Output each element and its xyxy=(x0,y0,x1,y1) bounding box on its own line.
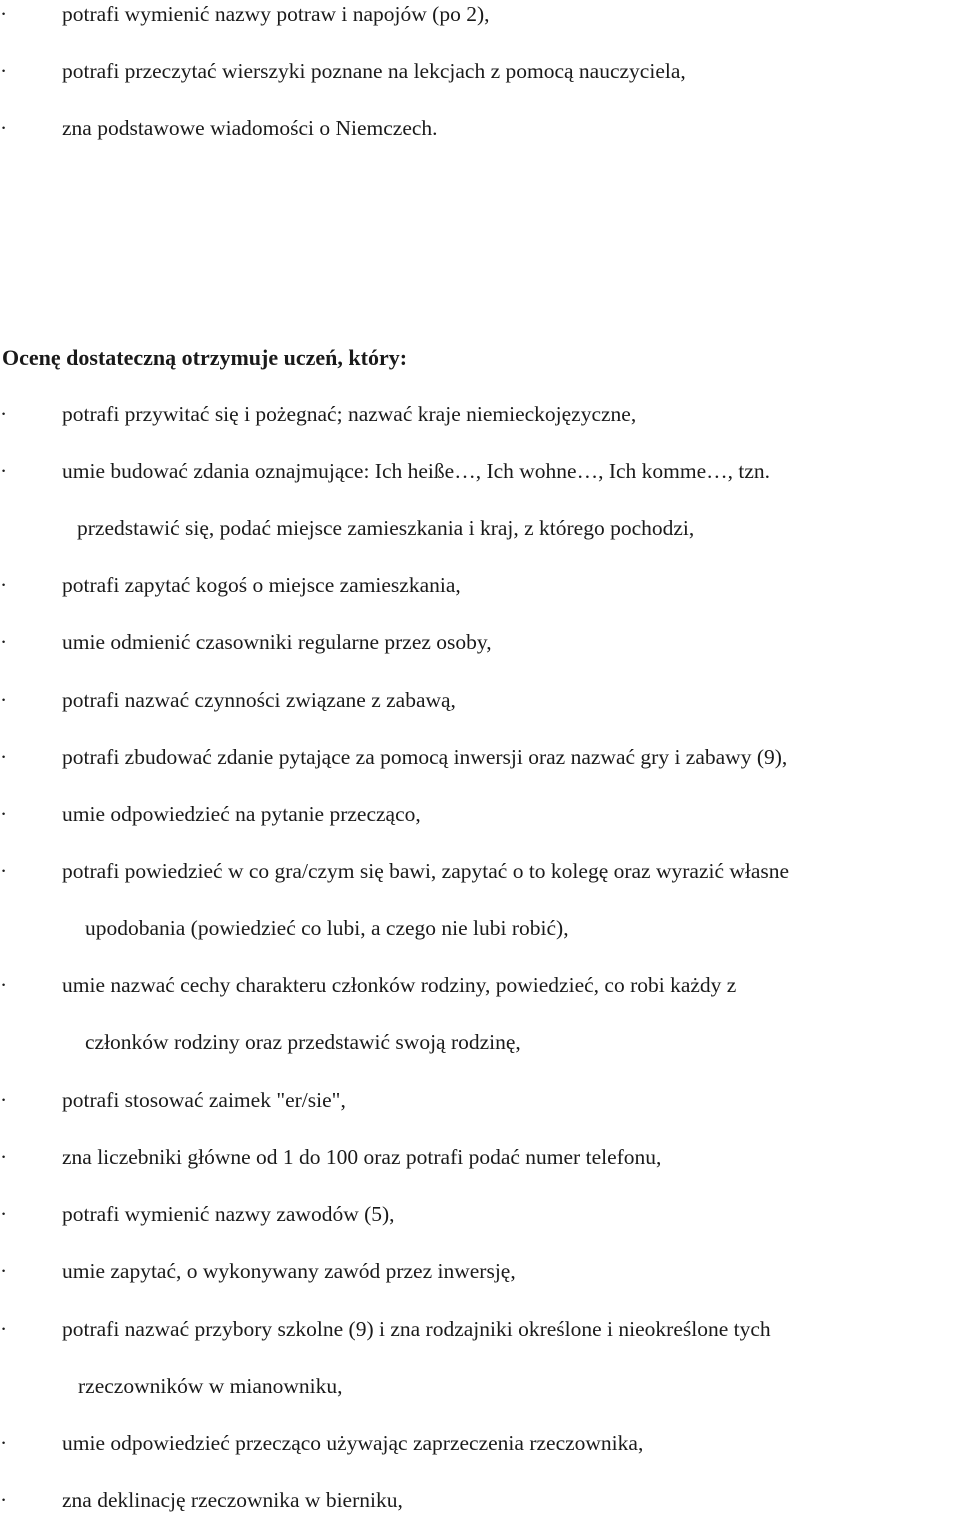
bullet: · xyxy=(0,1202,8,1226)
list-item-text: potrafi przeczytać wierszyki poznane na lekcjach z pomocą nauczyciela, xyxy=(62,59,686,83)
bullet: · xyxy=(0,1259,8,1283)
bullet: · xyxy=(0,59,8,83)
list-item-text: potrafi nazwać czynności związane z zabawą, xyxy=(62,688,456,712)
bullet: · xyxy=(0,802,8,826)
list-item-text: upodobania (powiedzieć co lubi, a czego nie lubi robić), xyxy=(85,916,569,940)
list-item-text: zna liczebniki główne od 1 do 100 oraz potrafi podać numer telefonu, xyxy=(62,1145,662,1169)
list-item-text: zna deklinację rzeczownika w bierniku, xyxy=(62,1488,403,1512)
list-item-text: umie odpowiedzieć na pytanie przecząco, xyxy=(62,802,421,826)
bullet: · xyxy=(0,116,8,140)
list-item-text: zna podstawowe wiadomości o Niemczech. xyxy=(62,116,438,140)
list-item-text: potrafi zapytać kogoś o miejsce zamieszkania, xyxy=(62,573,461,597)
bullet: · xyxy=(0,1317,8,1341)
bullet: · xyxy=(0,1145,8,1169)
bullet: · xyxy=(0,459,8,483)
bullet: · xyxy=(0,688,8,712)
list-item-text: potrafi przywitać się i pożegnać; nazwać kraje niemieckojęzyczne, xyxy=(62,402,637,426)
bullet: · xyxy=(0,402,8,426)
bullet: · xyxy=(0,1488,8,1512)
bullet: · xyxy=(0,1088,8,1112)
bullet: · xyxy=(0,973,8,997)
list-item-text: umie budować zdania oznajmujące: Ich heiße…, Ich wohne…, Ich komme…, tzn. xyxy=(62,459,771,483)
list-item-text: umie odpowiedzieć przecząco używając zaprzeczenia rzeczownika, xyxy=(62,1431,644,1455)
bullet: · xyxy=(0,1431,8,1455)
section-heading: Ocenę dostateczną otrzymuje uczeń, który: xyxy=(2,345,408,370)
list-item-text: potrafi zbudować zdanie pytające za pomocą inwersji oraz nazwać gry i zabawy (9), xyxy=(62,745,788,769)
list-item-text: umie nazwać cechy charakteru członków rodziny, powiedzieć, co robi każdy z xyxy=(62,973,737,997)
list-item-text: umie zapytać, o wykonywany zawód przez inwersję, xyxy=(62,1259,516,1283)
list-item-text: potrafi wymienić nazwy potraw i napojów (po 2), xyxy=(62,2,490,26)
bullet: · xyxy=(0,859,8,883)
bullet: · xyxy=(0,630,8,654)
list-item-text: potrafi nazwać przybory szkolne (9) i zna rodzajniki określone i nieokreślone tych xyxy=(62,1317,771,1341)
list-item-text: przedstawić się, podać miejsce zamieszkania i kraj, z którego pochodzi, xyxy=(77,516,695,540)
list-item-text: rzeczowników w mianowniku, xyxy=(78,1374,343,1398)
bullet: · xyxy=(0,745,8,769)
list-item-text: umie odmienić czasowniki regularne przez osoby, xyxy=(62,630,492,654)
list-item-text: członków rodziny oraz przedstawić swoją rodzinę, xyxy=(85,1030,521,1054)
bullet: · xyxy=(0,2,8,26)
bullet: · xyxy=(0,573,8,597)
list-item-text: potrafi stosować zaimek "er/sie", xyxy=(62,1088,346,1112)
list-item-text: potrafi powiedzieć w co gra/czym się bawi, zapytać o to kolegę oraz wyrazić własne xyxy=(62,859,790,883)
list-item-text: potrafi wymienić nazwy zawodów (5), xyxy=(62,1202,395,1226)
